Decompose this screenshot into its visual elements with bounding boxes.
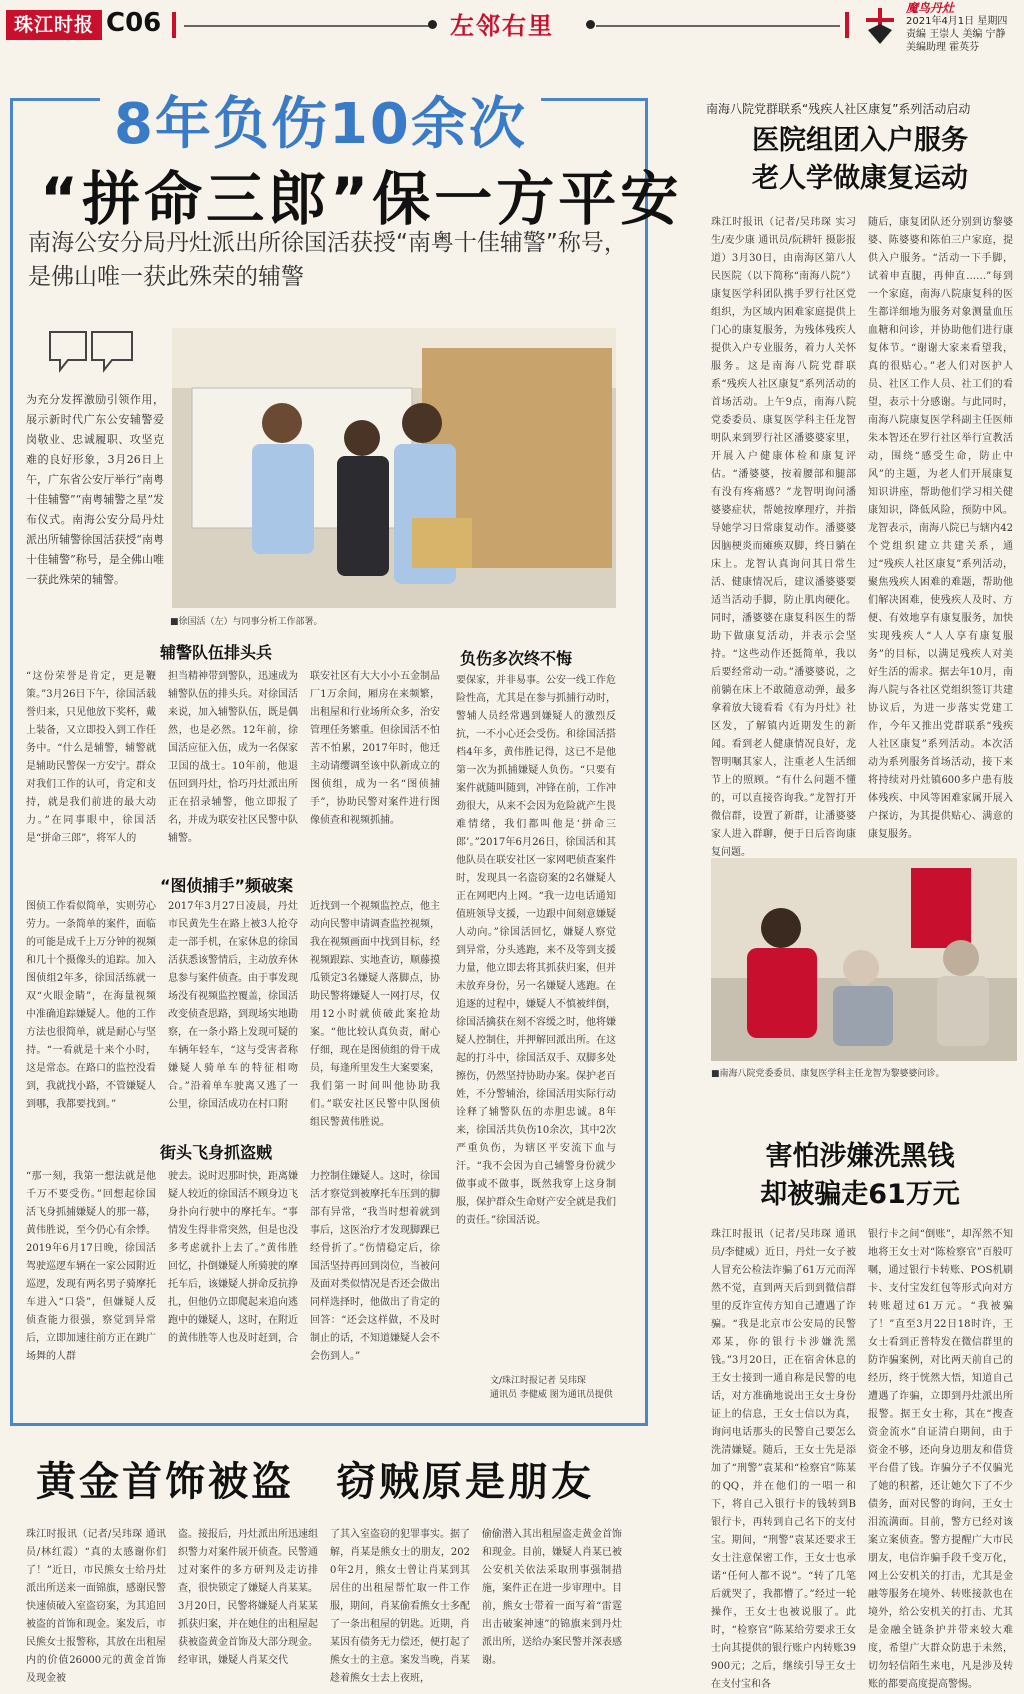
page-header <box>0 0 1024 52</box>
main-deck: 南海公安分局丹灶派出所徐国活获授“南粤十佳辅警”称号，是佛山唯一获此殊荣的辅警 <box>28 230 627 290</box>
bottom-headline-part1: 黄金首饰被盗 <box>36 1459 294 1505</box>
main-column-d2: 驶去。说时迟那时快，距离嫌疑人较近的徐国活不顾身边飞身扑向行驶中的摩托车。“事情发生得非常突然，但是也没多考虑就扑上去了。”黄伟胜回忆，扑倒嫌疑人所骑驶的摩托车后，该嫌疑人拼命反抗挣扎，但他仍立即爬起来追向逃跑中的嫌疑人，这时，在附近的黄伟胜等人也及时赶到，合 <box>168 1171 298 1344</box>
main-photo-caption: ■徐国活（左）与同事分析工作部署。 <box>170 617 323 627</box>
main-headline: “拼命三郎”保一方平安 <box>40 165 683 233</box>
newspaper-brand: 珠江时报 <box>6 10 102 40</box>
main-column-a3: 联安社区有大大小小五金制品厂1万余间，厢房在来频繁，出租屋和行业场所众多，治安管理任务繁重。但徐国活不怕苦不怕累，2017年时，他迁主动请缨调至该中队新成立的图侦组，成为一名“图侦捕手”，协助民警对案件进行图像侦查和视频抓捕。 <box>310 671 440 826</box>
subhead-image-catcher: “图侦捕手”频破案 <box>160 876 294 895</box>
header-bar-left <box>172 12 176 38</box>
bottom-column-1: 珠江时报讯（记者/吴玮琛 通讯员/林红霞）“真的太感谢你们了！”近日，市民熊女士给丹灶派出所送来一面锦旗，感谢民警快速侦破入室盗窃案，为其追回被盗的首饰和现金。案发后，市民熊女士报警称，其放在出租屋内的价值26000元的黄金首饰及现金被 <box>26 1529 166 1684</box>
main-column-a1: “这份荣誉是肯定，更是鞭策。”3月26日下午，徐国活载誉归来，只见他放下奖杯，戴上装备，又立即投入到工作任务中。“什么是辅警，辅警就是辅助民警保一方安宁。群众对我们工作的认可，肯定和支持，就是我们前进的最大动力。”在同事眼中，徐国活是“拼命三郎”，将军人的 <box>26 671 156 844</box>
bottom-headline-part2: 窃贼原是朋友 <box>336 1459 594 1505</box>
rehab-visit-photo <box>711 858 1017 1061</box>
subhead-street-thief: 街头飞身抓盗贼 <box>160 1143 273 1162</box>
main-column-a2: 担当精神带到警队，迅速成为辅警队伍的排头兵。对徐国活来说，加入辅警队伍，既是偶然，也是必然。12年前，徐国活应征入伍，成为一名保家卫国的战士。10年前，他退伍回到丹灶，恰巧丹灶派出所正在招录辅警，他立即报了名，并成为联安社区民警中队辅警。 <box>168 671 298 844</box>
right2-column-2: 银行卡之间“倒账”，却浑然不知地将王女士对“陈检察官”百般叮嘱，通过银行卡转账、POS机刷卡、支付宝发红包等形式向对方转账超过61万元。“我被骗了！”直至3月22日18时许，王女士看到正普特发在微信群里的防诈骗案例，对比两天前自己的经历，终于恍然大悟，知道自己遭遇了诈骗，立即到丹灶派出所报警。据王女士称，其在“搜查资金流水”自证清白期间，由于资金不够，还向身边朋友和借贷平台借了钱。诈骗分子不仅骗光了她的积蓄，还让她欠下了不少债务，面对民警的询问，王女士泪流满面。目前，警方已经对该案立案侦查。警方提醒广大市民朋友，电信诈骗手段千变万化，网上公安机关的打击，尤其是金融等服务在境外、转账接款也在境外，给公安机关的打击、尤其是金融全链条护并带来较大难度，希望广大群众防患于未然，切勿轻信陌生来电，凡是涉及转账的都要高度提高警惕。 <box>868 1229 1013 1690</box>
main-column-b3: 近找到一个视频监控点，他主动向民警申请调查监控视频，我在视频画面中找到目标，经视频跟踪、实地查访，顺藤摸瓜锁定3名嫌疑人落脚点，协助民警将嫌疑人一网打尽，仅用12小时就侦破此案抢劫案。“他比较认真负责，耐心仔细，现在是图侦组的骨干成员，每逢所里发生大案要案，我们第一时间叫他协助我们。”联安社区民警中队图侦组民警黄伟胜说。 <box>310 901 440 1128</box>
main-column-c1: 要保家，并非易事。公安一线工作危险性高，尤其是在参与抓捕行动时，警辅人员经常遇到嫌疑人的激烈反抗，一不小心还会受伤。和徐国活搭档4年多，黄伟胜记得，这已不是他第一次为抓捕嫌疑人负伤。“只要有案件就随叫随到，冲锋在前，工作冲劲很大，从来不会因为危险就产生畏难情绪，我们都叫他是‘拼命三郎’。”2017年6月26日，徐国活和其他队员在联安社区一家网吧侦查案件时，发现具一名盗窃案的2名嫌疑人正在网吧内上网。“我一边电话通知值班领导支援，一边跟中间刻意嫌疑人动向。”徐国活回忆，嫌疑人察觉到异常，分头逃跑，来不及等到支援力量，他立即去将其抓获归案，但并未放弃身份，另一名嫌疑人逃跑。在追逐的过程中，嫌疑人不慎被绊倒，徐国活擒获在刻不容缓之时，他将嫌疑人控制住，并押解回派出所。在这起的打斗中，徐国活双手、双脚多处擦伤，仍然坚持协助办案。保护老百姓，不分警辅治，徐国活用实际行动诠释了辅警队伍的赤胆忠诚。8年来，徐国活共负伤10余次，其中2次严重负伤，为辖区平安流下血与汗。“我不会因为自己辅警身份就少做事或不做事，既然我穿上这身制服，保护群众生命财产安全就是我们的责任。”徐国活说。 <box>456 675 616 1226</box>
header-bar-right <box>845 12 849 38</box>
right1-headline-line1: 医院组团入户服务 <box>752 125 968 156</box>
header-dot-right <box>586 20 595 29</box>
issue-date: 2021年4月1日 星期四 <box>906 16 1008 27</box>
header-dot-left <box>428 20 437 29</box>
right2-headline-line1: 害怕涉嫌洗黑钱 <box>765 1141 955 1172</box>
right2-headline <box>730 1138 990 1214</box>
bottom-column-4: 偷偷潜入其出租屋盗走黄金首饰和现金。目前，嫌疑人肖某已被公安机关依法采取刑事强制措施，案件正在进一步审理中。目前，熊女士带着一面写着“雷霆出击破案神速”的锦旗来到丹灶派出所，送给办案民警并深表感谢。 <box>482 1529 622 1666</box>
edition-name: 魔鸟丹灶 <box>906 1 955 15</box>
header-rule-left <box>184 25 434 27</box>
bottom-column-2: 盗。接报后，丹灶派出所迅速组织警力对案件展开侦查。民警通过对案件的多方研判及走访排查，很快锁定了嫌疑人肖某某。3月20日，民警将嫌疑人肖某某抓获归案，并在她住的出租屋起获被盗黄金首饰及大部分现金。经审讯，嫌疑人肖某交代 <box>178 1529 318 1666</box>
right1-photo-caption: ■南海八院党委委员、康复医学科主任龙智为黎婆婆问诊。 <box>711 1069 945 1079</box>
main-intro: 为充分发挥激励引领作用，展示新时代广东公安辅警爱岗敬业、忠诚履职、攻坚克难的良好形象，3月26日上午，广东省公安厅举行“南粤十佳辅警”“南粤辅警之星”发布仪式。南海公安分局丹灶派出所辅警徐国活获授“南粤十佳辅警”称号，是全佛山唯一获此殊荣的辅警。 <box>26 393 164 586</box>
subhead-team-leader: 辅警队伍排头兵 <box>160 643 273 662</box>
main-column-d3: 力控制住嫌疑人。这时，徐国活才察觉到被摩托车压到的脚部有异常，“我当时想着就到事后，这医治疗才发现脚踝已经骨折了。”伤情稳定后，徐国活坚持再回到岗位，当被问及面对类似情况是否还会做出同样选择时，他做出了肯定的回答：“还会这样做，不及时制止的话，不知道嫌疑人会不会伤到人。” <box>310 1171 440 1362</box>
newspaper-logo-icon <box>862 4 898 46</box>
right1-headline-line2: 老人学做康复运动 <box>752 163 968 194</box>
issue-info <box>906 2 1007 54</box>
speech-bubbles-icon <box>48 330 138 378</box>
subhead-injured: 负伤多次终不悔 <box>460 649 573 668</box>
officers-photo <box>172 328 616 608</box>
bottom-column-3: 了其入室盗窃的犯罪事实。据了解，肖某是熊女士的朋友，2020年2月，熊女士曾让肖某到其居住的出租屋帮忙取一件工作服，期间，肖某偷看熊女士多配了一条出租屋的钥匙。近期，肖某因有债务无力偿还，便打起了熊女士的主意。案发当晚，肖某趁着熊女士去上夜班， <box>330 1529 470 1684</box>
main-column-d1: “那一刻，我第一想法就是他千万不要受伤。”回想起徐国活飞身抓捕嫌疑人的那一幕，黄伟胜说，至今仍心有余悸。2019年6月17日晚，徐国活驾驶巡逻车辆在一家公园附近巡逻，发现有两名男子骑摩托车进入“口袋”，但嫌疑人反侦查能力很强，察觉到异常后，立即加速往前方正在跳广场舞的人群 <box>26 1171 156 1362</box>
right2-column-1: 珠江时报讯（记者/吴玮琛 通讯员/李健威）近日，丹灶一女子被人冒充公检法诈骗了61万元而浑然不觉，直到两天后到到微信群里的反诈宣传方知自己遭遇了诈骗。“我是北京市公安局的民警邓某，你的银行卡涉嫌洗黑钱。”3月20日，正在宿舍休息的王女士接到一通自称是民警的电话，对方准确地说出王女士身份证上的信息，王女士信以为真，询问电话那头的民警自己要怎么洗清嫌疑。随后，王女士先是添加了“刑警”袁某和“检察官”陈某的QQ，并在他们的一唱一和下，将自己入银行卡的钱转到B银行卡，再转到自己名下的支付宝。期间，“刑警”袁某还要求王女士注意保密工作，王女士也承诺“任何人都不说”。“转了几笔后就哭了，我都懵了。”经过一轮操作，王女士也被说服了。此时，“检察官”陈某给劳要求王女士向其提供的银行账户内转账39900元；之后，继续引导王女士在支付宝和各 <box>711 1229 856 1690</box>
right1-headline <box>730 122 990 198</box>
assistant-credit: 美编助理 霍英芬 <box>906 42 980 53</box>
header-rule-right <box>596 25 840 27</box>
main-byline: 文/珠江时报记者 吴玮琛 通讯员 李健威 图为通讯员提供 <box>490 1376 613 1400</box>
editor-credits: 责编 王崇人 美编 宁静 <box>906 29 1006 40</box>
right1-column-1: 珠江时报讯（记者/吴玮琛 实习生/麦少康 通讯员/阮耕轩 摄影报道）3月30日，由南海区第八人民医院（以下简称“南海八院”）康复医学科团队携手罗行社区党组织，为区域内困难家庭提供上门心的康复服务，为残体残疾人提供入户专业服务，着力人关怀服务。这是南海八院党群联系“残疾人社区康复”系列活动的首场活动。上午9点，南海八院党委委员、康复医学科主任龙智明队来到罗行社区潘婆婆家里，开展入户健康体检和康复评估。“潘婆婆，按着腰部和腿部有没有疼痛感？”龙智明询问潘婆婆症状，帮她按摩理疗，并指导她学习日常康复动作。潘婆婆因脑梗炎而瘫痪双脚，终日躺在床上。龙智认真询问其日常生活、健康情况后，建议潘婆婆要适当活动手脚，防止肌肉硬化。同时，潘婆婆在康复科医生的帮助下做康复活动，并表示会坚持。“这些动作还挺简单，我以后要经常动一动。”潘婆婆说，之前躺在床上不敢随意动弹，最多拿着放大镜看看《有为丹灶》社区发，了解镇内近期发生的新闻。看到老人健康情况良好，龙智明嘱其家人，注重老人生活细节上的照顾。“有什么问题不懂的，可以直接咨询我。”龙智打开微信群，设置了新群，让潘婆婆家人进入群聊，便于日后咨询康复问题。 <box>711 217 856 858</box>
page-number: C06 <box>106 8 162 38</box>
right2-headline-line2: 却被骗走61万元 <box>760 1179 960 1210</box>
main-kicker: 8年负伤10余次 <box>100 80 541 160</box>
right1-column-2: 随后，康复团队还分别到访黎婆婆、陈婆婆和陈伯三户家庭，提供入户服务。“活动一下手脚，试着申直腿，再伸直……”每到一个家庭，南海八院康复科的医生都详细地为服务对象测量血压血糖和问诊，并协助他们进行康复体节。“谢谢大家来看望我，真的很贴心。”老人们对医护人员、社区工作人员、社工们的看望，表示十分感谢。与此同时，南海八院康复医学科副主任医师朱本智还在罗行社区举行宣教活动，围绕“感受生命，防止中风”的主题，为老人们开展康复知识讲座，帮助他们学习相关健康知识，降低风险，预防中风。龙智表示，南海八院已与辖内42个党组织建立共建关系，通过“残疾人社区康复”系列活动，聚焦残疾人困难的难题，帮助他们解决困难，使残疾人及时、方便、有效地享有康复服务，加快实现残疾人“人人享有康复服务”的目标，以满足残疾人对美好生活的需求。据去年10月，南海八院与各社区党组织签订共建协议后，为进一步落实党建工作，今年又推出党群联系“残疾人社区康复”系列活动。本次活动为系列服务首场活动，接下来将持续对丹灶镇600多户患有肢体残疾、中风等困难家属开展入户探访，为其提供贴心、满意的康复服务。 <box>868 217 1013 840</box>
section-title: 左邻右里 <box>450 12 554 40</box>
right1-kicker: 南海八院党群联系“残疾人社区康复”系列活动启动 <box>706 102 971 116</box>
main-column-b2: 2017年3月27日凌晨，丹灶市民黄先生在路上被3人抢夺走一部手机，在家休息的徐国活获悉该警情后，主动放弃休息参与案件侦查。由于事发现场没有视频监控覆盖，徐国活改变侦查思路，到现场实地勘察，在一条小路上发现可疑的车辆年轻车，“这与受害者称嫌疑人骑单车的特征相吻合。”沿着单车驶离又逃了一公里，徐国活成功在村口附 <box>168 901 298 1110</box>
main-column-b1: 图侦工作看似简单，实则劳心劳力。一条简单的案件，面临的可能是成千上万分钟的视频和几十个摄像头的追踪。加入图侦组2年多，徐国活练就一双“火眼金睛”，在海量视频中准确追踪嫌疑人。他的工作方法也很简单，就是耐心与坚持。“一看就是十来个小时，这是常态。在路口的监控没看到，我就找小路，不管嫌疑人到哪，我都要找到。” <box>26 901 156 1110</box>
